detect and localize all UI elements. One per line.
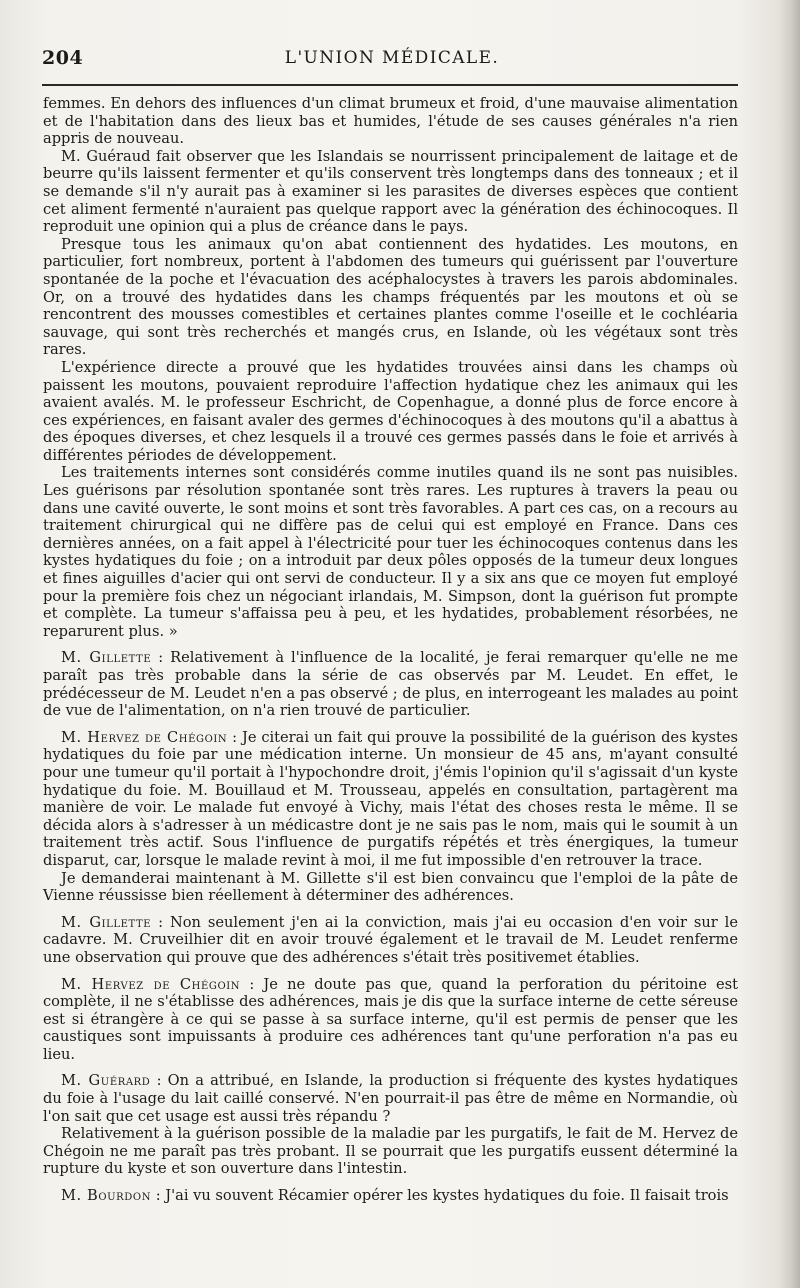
paragraph-text: : J'ai vu souvent Récamier opérer les kystes hydatiques du foie. Il faisait trois [151,1187,729,1205]
paragraph [43,1072,738,1125]
paragraph-text: : On a attribué, en Islande, la production si fréquente des kystes hydatiques du foie à l'usage du lait caillé conservé. N'en pourrait-il pas être de même en Normandie, où l'on sait que cet usage est aussi très répandu ? [43,1072,738,1125]
running-title: L'UNION MÉDICALE. [284,48,500,68]
page-header [42,47,742,75]
paragraph-text: Presque tous les animaux qu'on abat contiennent des hydatides. Les moutons, en particulier, fort nombreux, portent à l'abdomen des tumeurs qui guérissent par l'ouverture spontanée de la poche et l'évacuation des acéphalocystes à travers les parois abdominales. Or, on a trouvé des hydatides dans les champs fréquentés par les moutons et où se rencontrent des mousses comestibles et certaines plantes comme l'oseille et le cochléaria sauvage, qui sont très recherchés et mangés crus, en Islande, où les végétaux sont très rares. [43,235,738,359]
paragraph [43,976,738,1064]
page-number: 204 [42,47,84,69]
paragraph [43,649,738,719]
speaker-name: M. Gillette [61,649,152,667]
text-column [43,95,738,1205]
paragraph-text: Les traitements internes sont considérés comme inutiles quand ils ne sont pas nuisibles. Les guérisons par résolution spontanée sont très rares. Les ruptures à travers la peau ou dans une cavité ouverte, le sont moins et sont très favorables. A part ces cas, on a recours au traitement chirurgical qui ne diffère pas de celui qui est employé en France. Dans ces dernières années, on a fait appel à l'électricité pour tuer les échinocoques contenus dans les kystes hydatiques du foie ; on a introduit par deux pôles opposés de la tumeur deux longues et fines aiguilles d'acier qui ont servi de conducteur. Il y a six ans que ce moyen fut employé pour la première fois chez un négociant irlandais, M. Simpson, dont la guérison fut prompte et complète. La tumeur s'affaissa peu à peu, et les hydatides, probablement résorbées, ne reparurent plus. » [43,464,738,640]
paragraph-text: : Je citerai un fait qui prouve la possibilité de la guérison des kystes hydatiques du foie par une médication interne. Un monsieur de 45 ans, m'ayant consulté pour une tumeur qu'il portait à l'hypochondre droit, j'émis l'opinion qu'il s'agissait d'un kyste hydatique du foie. M. Bouillaud et M. Trousseau, appelés en consultation, partagèrent ma manière de voir. Le malade fut envoyé à Vichy, mais l'état des choses resta le même. Il se décida alors à s'adresser à un médicastre dont je ne sais pas le nom, mais qui le soumit à un traitement très actif. Sous l'influence de purgatifs répétés et très énergiques, la tumeur disparut, car, lorsque le malade revint à moi, il me fut impossible d'en retrouver la trace. [43,728,739,869]
paragraph-text: L'expérience directe a prouvé que les hydatides trouvées ainsi dans les champs où paissent les moutons, pouvaient reproduire l'affection hydatique chez les animaux qui les avaient avalés. M. le professeur Eschricht, de Copenhague, a donné plus de force encore à ces expériences, en faisant avaler des germes d'échinocoques à des moutons qu'il a abattus à des époques diverses, et chez lesquels il a trouvé ces germes passés dans le foie et arrivés à différentes périodes de développement. [43,358,738,464]
speaker-name: M. Guérard [61,1072,151,1090]
speaker-name: M. Bourdon [61,1187,152,1205]
paragraph [43,95,738,148]
paragraph [43,464,738,640]
paragraph-text: Relativement à la guérison possible de la maladie par les purgatifs, le fait de M. Hervez de Chégoin ne me paraît pas très probant. Il se pourrait que les purgatifs eussent déterminé la rupture du kyste et son ouverture dans l'intestin. [43,1125,738,1178]
paragraph-text: Je demanderai maintenant à M. Gillette s'il est bien convaincu que l'emploi de la pâte de Vienne réussisse bien réellement à déterminer des adhérences. [43,869,738,905]
paragraph [43,359,738,465]
paragraph [43,1187,738,1205]
page-edge-shadow [778,0,800,1288]
paragraph [43,729,738,870]
header-rule [42,84,738,86]
paragraph-text: : Je ne doute pas que, quand la perforation du péritoine est complète, il ne s'établisse des adhérences, mais je dis que la surface interne de cette séreuse est si étrangère à ce qui se passe à sa surface interne, qu'il est permis de penser que les caustiques sont impuissants à produire ces adhérences tant qu'une perforation n'a pas eu lieu. [43,975,738,1063]
paragraph-text: : Non seulement j'en ai la conviction, mais j'ai eu occasion d'en voir sur le cadavre. M. Cruveilhier dit en avoir trouvé également et le travail de M. Leudet renferme une observation qui prouve que des adhérences s'était très positivemet établies. [43,913,738,966]
paragraph-text: M. Guéraud fait observer que les Islandais se nourrissent principalement de laitage et de beurre qu'ils laissent fermenter et qu'ils conservent très longtemps dans des tonneaux ; et il se demande s'il n'y aurait pas à examiner si les parasites de diverses espèces que contient cet aliment fermenté n'auraient pas quelque rapport avec la génération des échinocoques. Il reproduit une opinion qui a plus de créance dans le pays. [43,147,738,236]
paragraph-text: femmes. En dehors des influences d'un climat brumeux et froid, d'une mauvaise alimentation et de l'habitation dans des lieux bas et humides, l'étude de ses causes générales n'a rien appris de nouveau. [43,95,738,148]
paragraph [43,236,738,359]
paragraph-text: : Relativement à l'influence de la localité, je ferai remarquer qu'elle ne me paraît pas très probable dans la série de cas observés par M. Leudet. En effet, le prédécesseur de M. Leudet n'en a pas observé ; de plus, en interrogeant les malades au point de vue de l'alimentation, on n'a rien trouvé de particulier. [43,649,738,720]
paragraph [43,1125,738,1178]
paragraph [43,870,738,905]
paragraph [43,914,738,967]
speaker-name: M. Hervez de Chégoin [61,975,241,993]
speaker-name: M. Gillette [61,913,152,931]
speaker-name: M. Hervez de Chégoin [61,728,228,746]
paragraph [43,148,738,236]
